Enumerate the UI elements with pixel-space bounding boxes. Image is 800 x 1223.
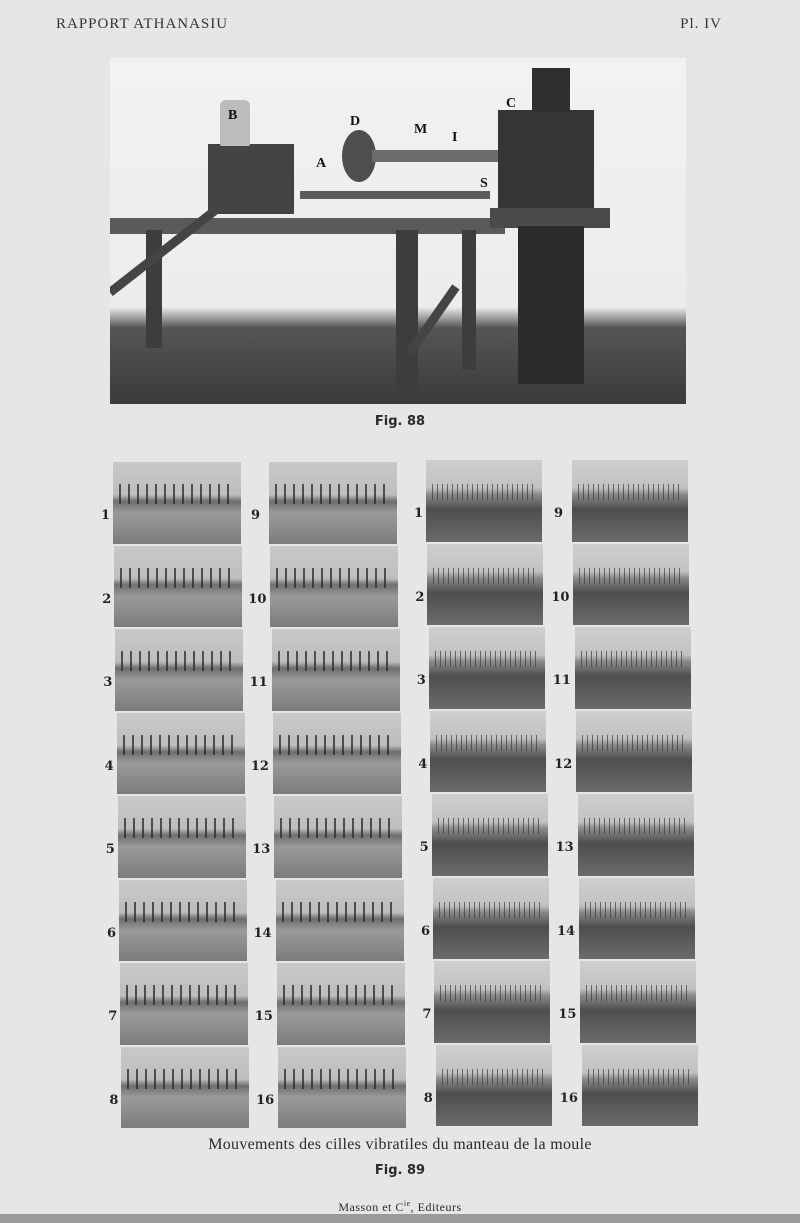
publisher-footer <box>0 1199 800 1215</box>
cilia-frame <box>426 460 542 542</box>
cilia-frame <box>272 629 400 711</box>
page-edge <box>0 1214 800 1223</box>
label-s: S <box>480 176 488 191</box>
frame-number: 16 <box>559 1090 578 1106</box>
frame-number: 9 <box>554 506 564 521</box>
cilia-frame <box>427 544 543 626</box>
frame-number: 5 <box>105 842 115 857</box>
frame-number: 6 <box>107 925 117 941</box>
cilia-frame <box>430 711 546 793</box>
publisher-name: Masson et C <box>338 1200 404 1214</box>
figure-89-title: Mouvements des cilles vibratiles du manteau de la moule <box>208 1136 592 1153</box>
cilia-frame <box>578 794 694 876</box>
frame-number: 1 <box>101 508 111 523</box>
frame-number: 3 <box>416 673 426 688</box>
label-c: C <box>506 96 517 111</box>
frame-number: 8 <box>109 1092 119 1108</box>
cilia-frame <box>429 627 545 709</box>
cilia-frame <box>119 880 247 962</box>
frame-number: 11 <box>552 673 571 688</box>
frame-number: 2 <box>415 589 425 605</box>
frame-number: 4 <box>418 756 428 772</box>
plate-number: Pl. IV <box>680 16 722 32</box>
cilia-frame <box>572 460 688 542</box>
cilia-frame <box>576 711 692 793</box>
label-b: B <box>228 108 238 123</box>
cilia-frame <box>575 627 691 709</box>
publisher-suffix: , Editeurs <box>410 1200 462 1214</box>
frame-number: 13 <box>555 840 574 855</box>
frame-number: 13 <box>252 842 271 857</box>
publisher-sup: ie <box>403 1199 411 1208</box>
cilia-frame <box>114 546 242 628</box>
cilia-frame <box>273 713 401 795</box>
cilia-frame <box>117 713 245 795</box>
figure-89-caption: Fig. 89 <box>374 1163 426 1178</box>
cilia-frame <box>582 1045 698 1127</box>
frame-number: 10 <box>551 589 570 605</box>
cilia-frame <box>278 1047 406 1129</box>
frame-number: 2 <box>102 591 112 607</box>
cilia-frame <box>277 963 405 1045</box>
cilia-frame <box>121 1047 249 1129</box>
label-d: D <box>350 114 361 129</box>
frame-number: 9 <box>251 508 261 523</box>
label-m: M <box>414 122 428 137</box>
cilia-frame <box>432 794 548 876</box>
frame-number: 1 <box>414 506 424 521</box>
frame-number: 11 <box>249 675 268 690</box>
label-a: A <box>316 156 327 171</box>
frame-number: 7 <box>422 1007 432 1022</box>
frame-number: 5 <box>419 840 429 855</box>
frame-number: 14 <box>253 925 272 941</box>
cilia-frame <box>434 961 550 1043</box>
frame-number: 12 <box>250 758 269 774</box>
cilia-frame <box>115 629 243 711</box>
cilia-frame <box>269 462 397 544</box>
cilia-frame <box>436 1045 552 1127</box>
figure-88-caption: Fig. 88 <box>374 414 426 429</box>
cilia-frame <box>433 878 549 960</box>
cilia-frame <box>580 961 696 1043</box>
frame-number: 3 <box>103 675 113 690</box>
frame-number: 4 <box>104 758 114 774</box>
frame-number: 15 <box>558 1007 577 1022</box>
label-i: I <box>452 130 458 145</box>
apparatus-photo <box>110 58 686 404</box>
cilia-frame <box>270 546 398 628</box>
cilia-frame <box>118 796 246 878</box>
cilia-frame <box>276 880 404 962</box>
frame-number: 6 <box>421 923 431 939</box>
running-header-title: RAPPORT ATHANASIU <box>56 16 229 32</box>
frame-number: 16 <box>256 1092 275 1108</box>
cilia-frame <box>573 544 689 626</box>
cilia-frame <box>579 878 695 960</box>
frame-number: 14 <box>557 923 576 939</box>
frame-number: 15 <box>254 1009 273 1024</box>
cilia-frame <box>120 963 248 1045</box>
frame-number: 7 <box>108 1009 118 1024</box>
cilia-frame <box>274 796 402 878</box>
frame-number: 8 <box>423 1090 433 1106</box>
frame-number: 10 <box>248 591 267 607</box>
frame-number: 12 <box>554 756 573 772</box>
cilia-frame <box>113 462 241 544</box>
